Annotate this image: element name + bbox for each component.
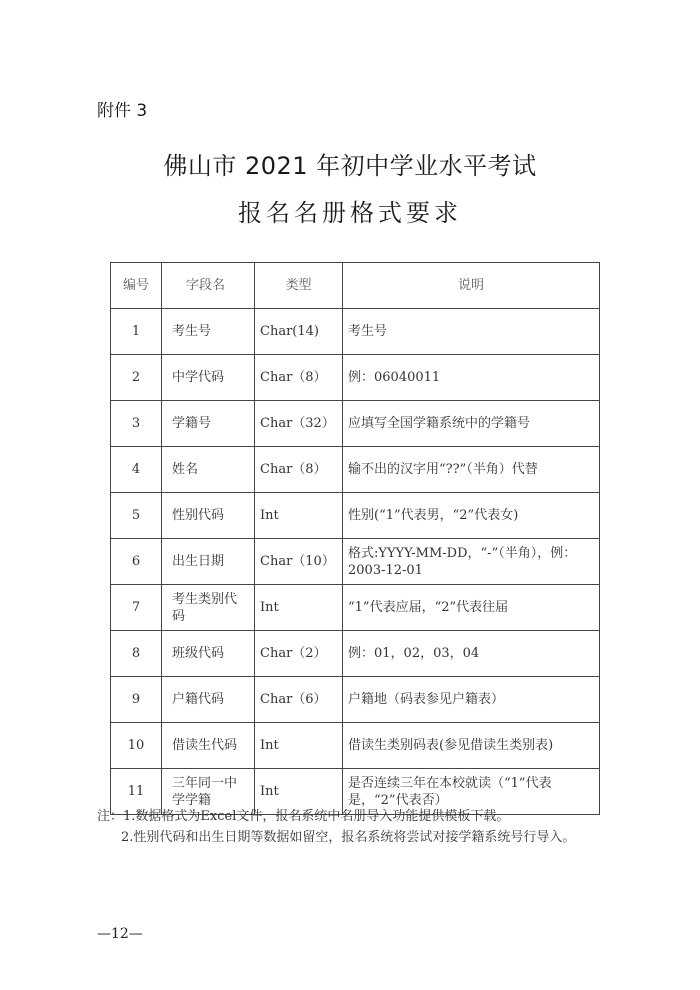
field-name: 考生号: [162, 309, 255, 355]
field-description: 输不出的汉字用“??”（半角）代替: [343, 447, 600, 493]
field-description: 例：01，02，03，04: [343, 631, 600, 677]
field-type: Int: [255, 769, 343, 815]
row-number: 7: [111, 585, 162, 631]
field-description: 户籍地（码表参见户籍表）: [343, 677, 600, 723]
field-type: Int: [255, 585, 343, 631]
row-number: 6: [111, 539, 162, 585]
row-number: 11: [111, 769, 162, 815]
field-type: Char（8）: [255, 355, 343, 401]
field-name: 性别代码: [162, 493, 255, 539]
note-line-1: 注：1.数据格式为Excel文件，报名系统中名册导入功能提供模板下载。: [97, 809, 510, 824]
row-number: 5: [111, 493, 162, 539]
table-row: [111, 447, 600, 493]
field-description: 借读生类别码表(参见借读生类别表): [343, 723, 600, 769]
page-number: —12—: [97, 926, 143, 942]
column-header: 字段名: [162, 263, 255, 309]
column-header: 说明: [343, 263, 600, 309]
field-name: 班级代码: [162, 631, 255, 677]
page-subtitle: 报名名册格式要求: [238, 199, 462, 227]
field-description: 考生号: [343, 309, 600, 355]
row-number: 10: [111, 723, 162, 769]
row-number: 8: [111, 631, 162, 677]
note-line-2: 2.性别代码和出生日期等数据如留空，报名系统将尝试对接学籍系统号行导入。: [121, 830, 576, 845]
page-title: 佛山市 2021 年初中学业水平考试: [163, 152, 537, 180]
table-row: [111, 723, 600, 769]
field-name: 学籍号: [162, 401, 255, 447]
field-description: 性别(“1”代表男，“2”代表女): [343, 493, 600, 539]
row-number: 3: [111, 401, 162, 447]
field-type: Char（8）: [255, 447, 343, 493]
field-name: 户籍代码: [162, 677, 255, 723]
table-row: [111, 677, 600, 723]
field-type: Int: [255, 723, 343, 769]
field-description: 应填写全国学籍系统中的学籍号: [343, 401, 600, 447]
table-row: [111, 539, 600, 585]
field-type: Int: [255, 493, 343, 539]
field-description: 格式:YYYY-MM-DD，“-”（半角），例：2003-12-01: [343, 539, 600, 585]
field-type: Char（2）: [255, 631, 343, 677]
table-row: [111, 401, 600, 447]
field-type: Char（6）: [255, 677, 343, 723]
field-name: 考生类别代码: [162, 585, 255, 631]
table-row: [111, 585, 600, 631]
field-name: 借读生代码: [162, 723, 255, 769]
field-name: 三年同一中学学籍: [162, 769, 255, 815]
table-row: [111, 493, 600, 539]
field-type: Char（10）: [255, 539, 343, 585]
field-name: 中学代码: [162, 355, 255, 401]
table-row: [111, 309, 600, 355]
format-table: [110, 262, 600, 815]
field-description: 是否连续三年在本校就读（“1”代表是，“2”代表否）: [343, 769, 600, 815]
column-header: 类型: [255, 263, 343, 309]
table-header-row: [111, 263, 600, 309]
field-description: 例：06040011: [343, 355, 600, 401]
field-name: 出生日期: [162, 539, 255, 585]
field-type: Char（32）: [255, 401, 343, 447]
field-description: “1”代表应届，“2”代表往届: [343, 585, 600, 631]
table-row: [111, 355, 600, 401]
table-row: [111, 631, 600, 677]
column-header: 编号: [111, 263, 162, 309]
row-number: 4: [111, 447, 162, 493]
field-name: 姓名: [162, 447, 255, 493]
row-number: 1: [111, 309, 162, 355]
row-number: 2: [111, 355, 162, 401]
notes: [97, 806, 617, 848]
attachment-label: 附件 3: [97, 101, 148, 121]
field-type: Char(14): [255, 309, 343, 355]
row-number: 9: [111, 677, 162, 723]
